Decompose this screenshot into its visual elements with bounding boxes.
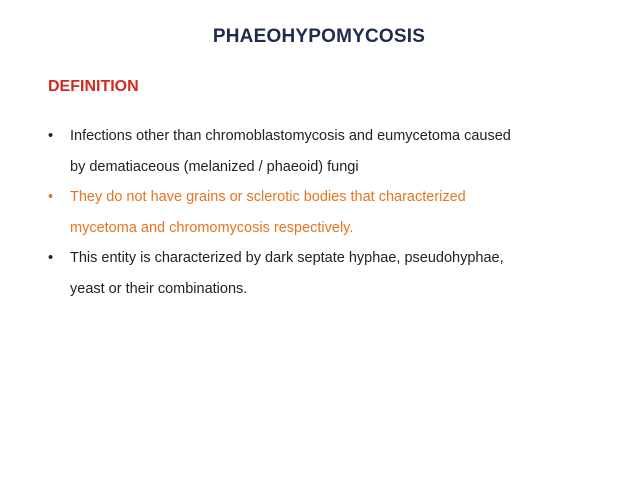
bullet-icon: • <box>48 250 54 266</box>
bullet-1-line-2: by dematiaceous (melanized / phaeoid) fungi <box>70 158 359 175</box>
bullet-item-1 <box>48 121 608 182</box>
bullet-item-3 <box>48 243 608 304</box>
section-heading-definition: DEFINITION <box>48 78 139 95</box>
slide-title: PHAEOHYPOMYCOSIS <box>212 26 426 47</box>
bullet-3-line-1: This entity is characterized by dark septate hyphae, pseudohyphae, <box>70 250 504 266</box>
bullet-list <box>48 121 608 304</box>
bullet-1-line-1: Infections other than chromoblastomycosis and eumycetoma caused <box>70 128 511 144</box>
bullet-item-2 <box>48 182 608 243</box>
bullet-2-line-1: They do not have grains or sclerotic bodies that characterized <box>70 189 466 205</box>
bullet-icon: • <box>48 128 54 144</box>
bullet-2-line-2: mycetoma and chromomycosis respectively. <box>70 219 354 236</box>
bullet-3-line-2: yeast or their combinations. <box>70 280 248 297</box>
bullet-icon: • <box>48 189 54 205</box>
